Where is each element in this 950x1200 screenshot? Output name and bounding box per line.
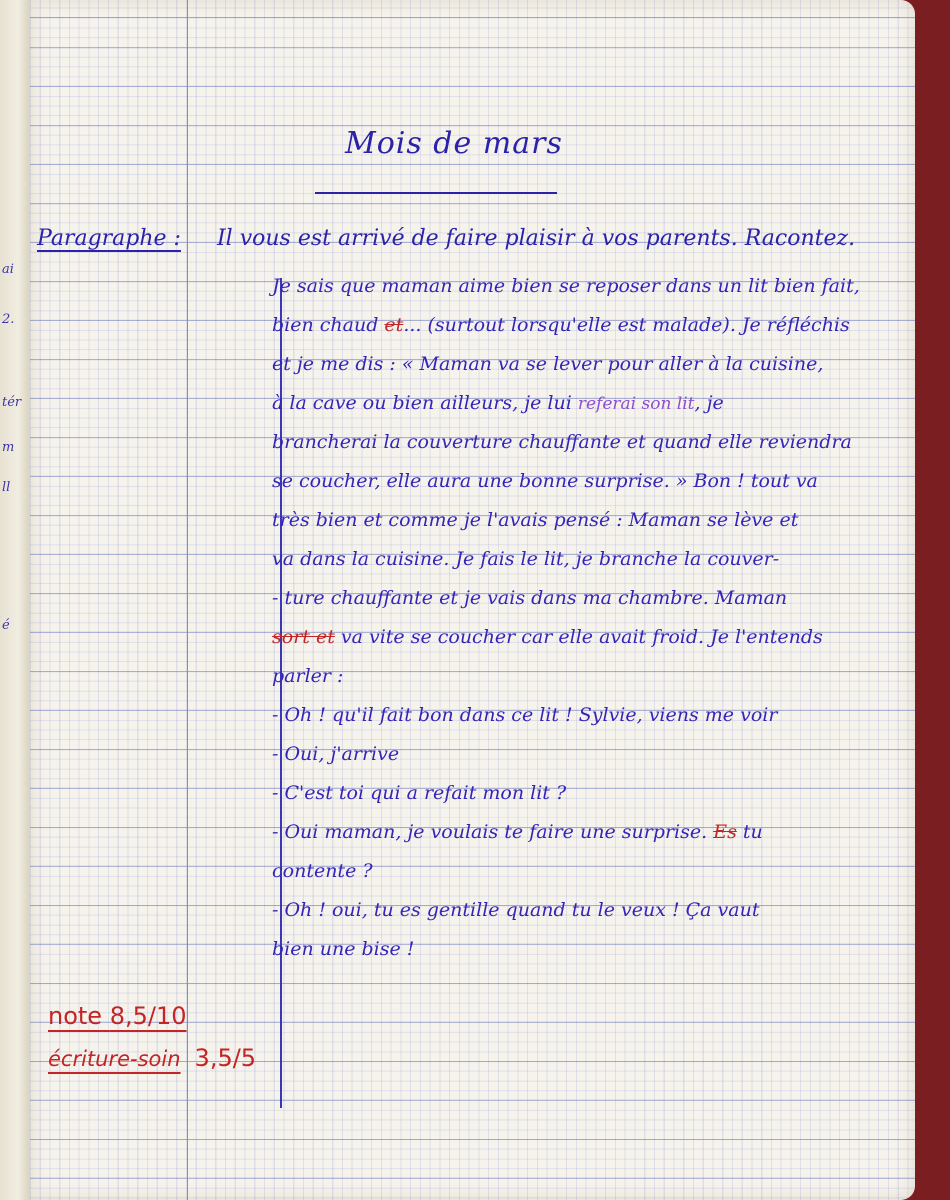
essay-line: - Oui, j'arrive <box>272 743 400 765</box>
essay-line-text: ... (surtout lorsqu'elle est malade). Je réfléchis <box>403 314 850 336</box>
notebook-binding-edge <box>0 0 31 1200</box>
essay-line: va dans la cuisine. Je fais le lit, je branche la couver- <box>272 548 780 570</box>
essay-line: - C'est toi qui a refait mon lit ? <box>272 782 567 804</box>
essay-line: bien une bise ! <box>272 938 415 960</box>
binding-fragment: m <box>2 440 15 455</box>
correction-strike: sort et <box>272 626 335 648</box>
essay-line: se coucher, elle aura une bonne surprise. » Bon ! tout va <box>272 470 818 492</box>
essay-line: très bien et comme je l'avais pensé : Maman se lève et <box>272 509 799 531</box>
ecriture-value: 3,5/5 <box>194 1044 257 1072</box>
note-label: note <box>48 1002 103 1030</box>
grade-ecriture <box>48 1044 256 1072</box>
binding-fragment: 2. <box>2 312 15 327</box>
essay-line-text: va vite se coucher car elle avait froid. Je l'entends <box>340 626 823 648</box>
essay-line: et je me dis : « Maman va se lever pour aller à la cuisine, <box>272 353 824 375</box>
title-underline <box>315 192 557 194</box>
margin-line <box>187 0 188 1200</box>
essay-line-text: tu <box>742 821 763 843</box>
essay-line: contente ? <box>272 860 373 882</box>
essay-line: - ture chauffante et je vais dans ma chambre. Maman <box>272 587 788 609</box>
essay-body <box>272 267 860 969</box>
essay-line: - Oh ! qu'il fait bon dans ce lit ! Sylvie, viens me voir <box>272 704 778 726</box>
note-value: 8,5/10 <box>109 1002 187 1030</box>
binding-fragment: é <box>2 618 10 633</box>
essay-line <box>272 306 860 345</box>
essay-line-text: - Oui maman, je voulais te faire une surprise. <box>272 821 708 843</box>
essay-line: parler : <box>272 665 344 687</box>
essay-line <box>272 813 860 852</box>
correction-strike: et <box>384 314 404 336</box>
heading-prompt: Il vous est arrivé de faire plaisir à vos parents. Racontez. <box>216 225 856 251</box>
binding-fragment: tér <box>2 395 22 410</box>
ecriture-label: écriture-soin <box>48 1047 181 1071</box>
essay-line <box>272 618 860 657</box>
essay-line-text: à la cave ou bien ailleurs, je lui <box>272 392 572 414</box>
assignment-heading <box>37 218 855 258</box>
purple-insertion: referai son lit <box>577 394 695 414</box>
essay-line: - Oh ! oui, tu es gentille quand tu le veux ! Ça vaut <box>272 899 760 921</box>
essay-line-text: bien chaud <box>272 314 379 336</box>
essay-line: brancherai la couverture chauffante et quand elle reviendra <box>272 431 852 453</box>
page-title: Mois de mars <box>345 126 563 161</box>
correction-strike: Es <box>713 821 737 843</box>
essay-line <box>272 384 860 423</box>
binding-fragment: ai <box>2 262 14 277</box>
essay-line: Je sais que maman aime bien se reposer dans un lit bien fait, <box>272 275 860 297</box>
essay-line-text: , je <box>694 392 724 414</box>
binding-fragment: ll <box>2 480 11 495</box>
grade-note <box>48 1002 187 1030</box>
heading-label: Paragraphe : <box>37 225 181 251</box>
